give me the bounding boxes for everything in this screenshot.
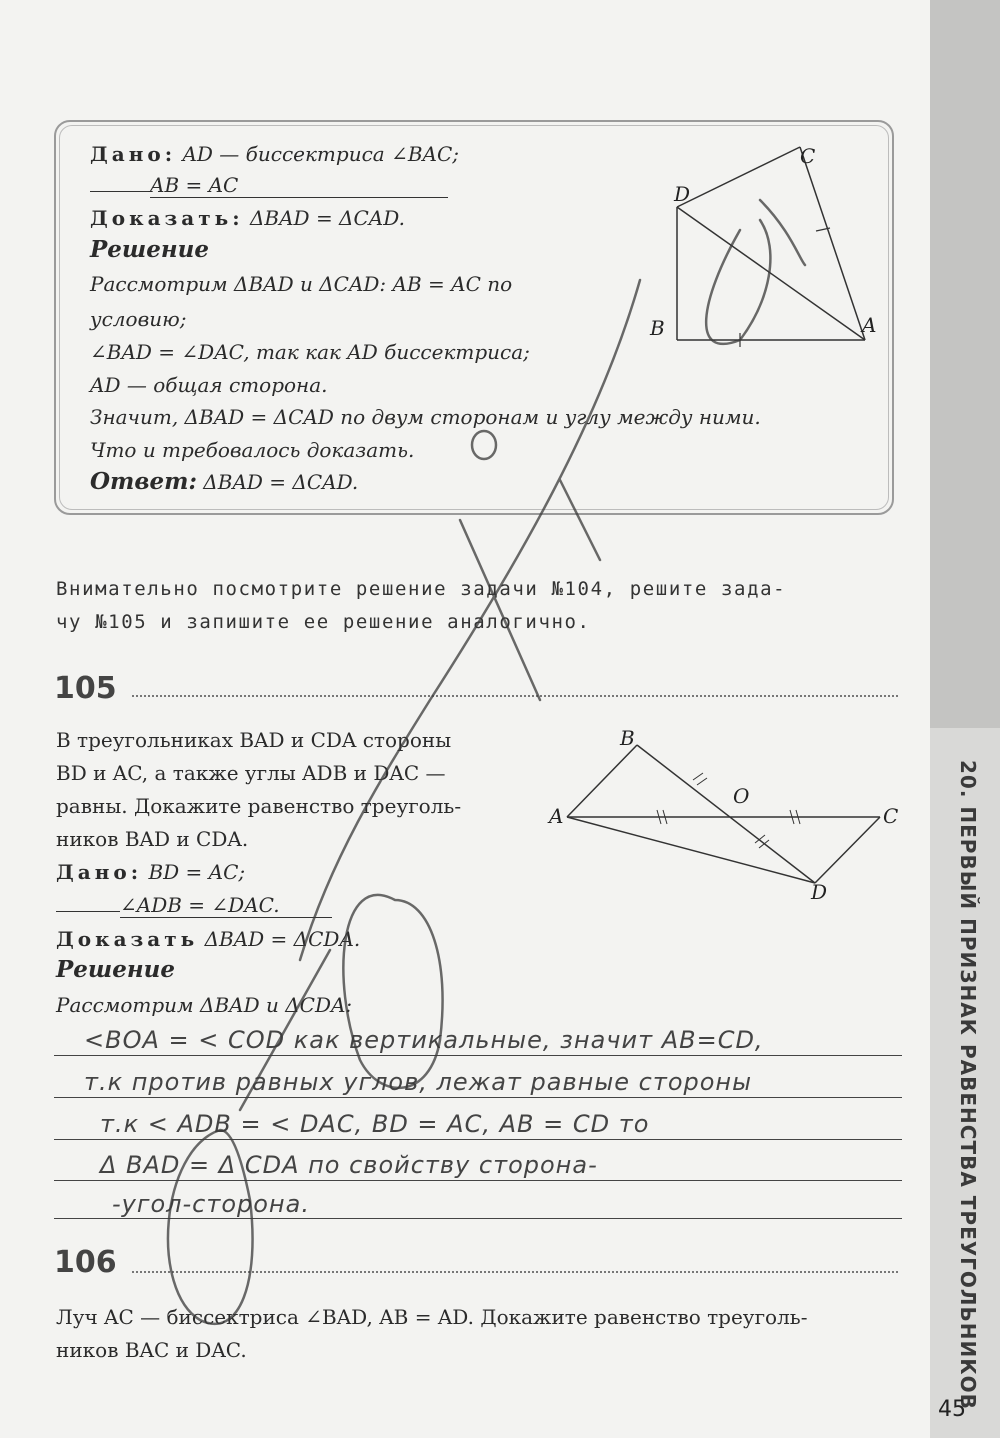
instruction-line: чу №105 и запишите ее решение аналогично. [56, 611, 591, 633]
fig105-label-a: A [549, 804, 564, 828]
task-106-statement: Луч AC — биссектриса ∠BAD, AB = AD. Докажите равенство треуголь- [56, 1305, 808, 1329]
given-text-2: AB = AC [150, 173, 448, 198]
chapter-title: 20. ПЕРВЫЙ ПРИЗНАК РАВЕНСТВА ТРЕУГОЛЬНИКОВ [956, 760, 980, 1410]
side-band-top [930, 0, 1000, 728]
task-106-number: 106 [54, 1245, 117, 1280]
instruction-line: Внимательно посмотрите решение задачи №104, решите зада- [56, 578, 787, 600]
solution-line: Что и требовалось доказать. [90, 438, 415, 462]
answer-text: ΔBAD = ΔCAD. [203, 470, 359, 494]
task-105-statement: ников BAD и CDA. [56, 827, 249, 851]
solution-line: Рассмотрим ΔBAD и ΔCAD: AB = AC по [90, 272, 513, 296]
given-label: Дано: [90, 142, 177, 166]
given-label: Дано: [56, 860, 143, 884]
handwritten-line: Δ BAD = Δ CDA по свойству сторона- [100, 1151, 598, 1179]
task-106-statement: ников BAC и DAC. [56, 1338, 247, 1362]
task-105-statement: BD и AC, а также углы ADB и DAC — [56, 761, 446, 785]
fig105-label-d: D [811, 880, 828, 904]
fig104-label-a: A [862, 313, 877, 337]
fig104-label-c: C [800, 144, 816, 168]
solution-line: условию; [90, 307, 187, 331]
task-105-statement: В треугольниках BAD и CDA стороны [56, 728, 452, 752]
given-text-1: AD — биссектриса ∠BAC; [182, 142, 460, 166]
task-105-number: 105 [54, 671, 117, 706]
solution-line: AD — общая сторона. [90, 373, 328, 397]
fig105-label-o: O [733, 784, 750, 808]
solution-label-105: Решение [56, 956, 176, 983]
task-105-statement: равны. Докажите равенство треуголь- [56, 794, 462, 818]
prove-label: Доказать [56, 927, 199, 951]
handwritten-line: т.к против равных углов, лежат равные стороны [84, 1068, 753, 1096]
solution-line: ∠BAD = ∠DAC, так как AD биссектриса; [90, 340, 530, 364]
fig105-label-b: B [620, 726, 635, 750]
handwritten-line: т.к < ADB = < DAC, BD = AC, AB = CD то [100, 1110, 650, 1138]
fig104-label-d: D [674, 182, 691, 206]
answer-label: Ответ: [90, 468, 197, 495]
prove-text: ΔBAD = ΔCDA. [204, 927, 361, 951]
solution-line: Значит, ΔBAD = ΔCAD по двум сторонам и углу между ними. [90, 405, 761, 429]
consider-line: Рассмотрим ΔBAD и ΔCDA: [56, 993, 353, 1017]
fig105-label-c: C [883, 804, 899, 828]
given-text-2: ∠ADB = ∠DAC. [120, 893, 332, 918]
fig104-label-b: B [650, 316, 665, 340]
page-number: 45 [938, 1397, 966, 1422]
solution-label-104: Решение [90, 236, 210, 263]
prove-text: ΔBAD = ΔCAD. [249, 206, 405, 230]
given-text-1: BD = AC; [148, 860, 246, 884]
handwritten-line: -угол-сторона. [112, 1190, 310, 1218]
prove-label: Доказать: [90, 206, 244, 230]
handwritten-line: <BOA = < COD как вертикальные, значит AB=CD, [84, 1026, 764, 1054]
